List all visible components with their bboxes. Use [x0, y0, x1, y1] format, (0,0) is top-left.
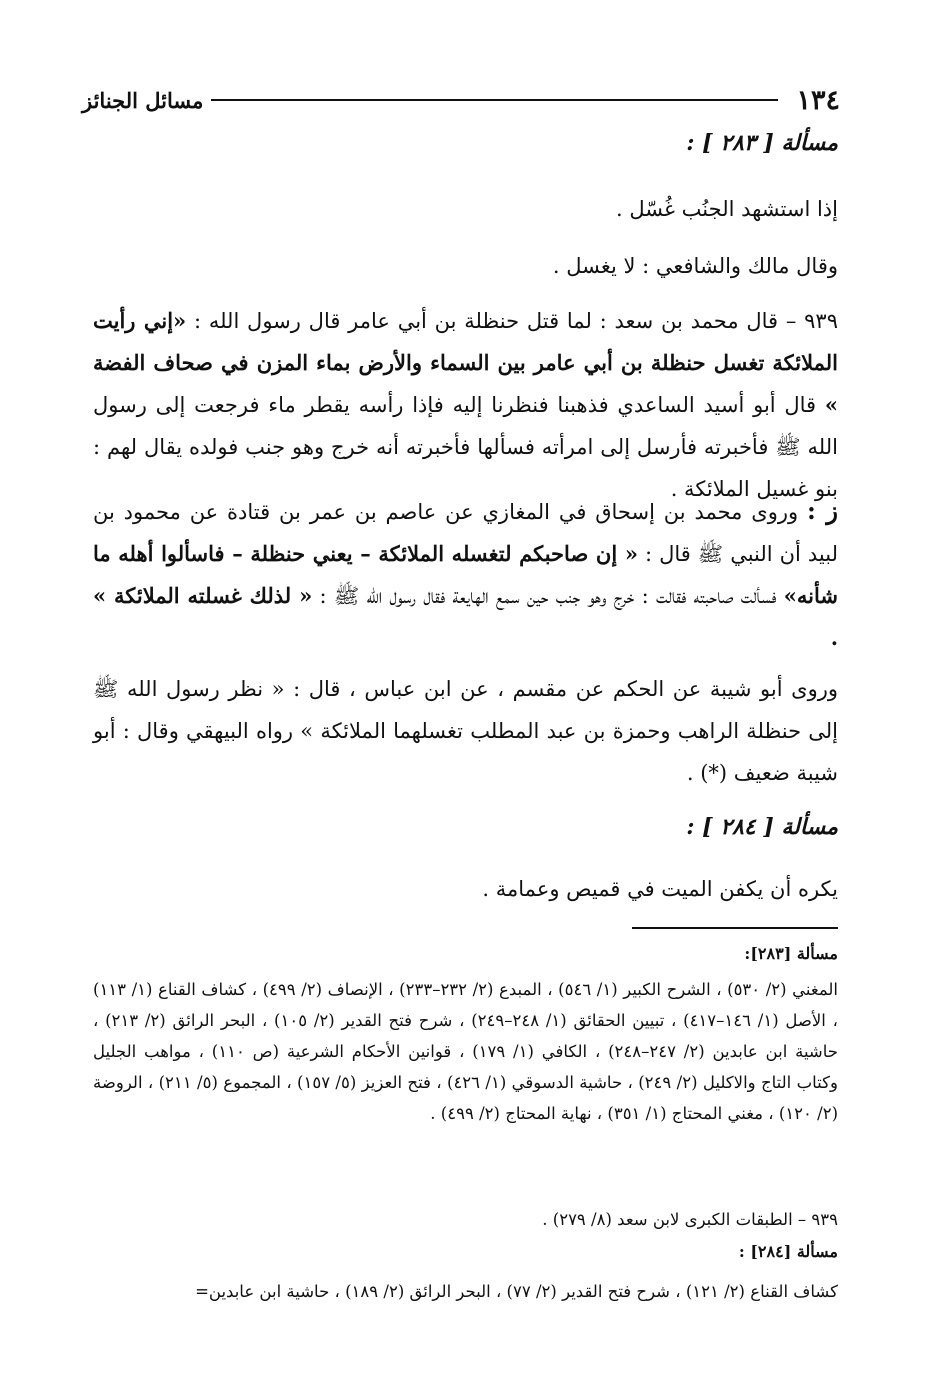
- running-header: [82, 82, 840, 118]
- footnote-separator: [632, 927, 838, 929]
- footnote-283-heading: مسألة [٢٨٣]:: [744, 944, 838, 963]
- issue-283-heading: مسألة [ ٢٨٣ ] :: [686, 130, 838, 156]
- addendum-intro: وروى محمد بن إسحاق في المغازي عن عاصم بن عمر بن قتادة عن محمود بن لبيد أن النبي ﷺ قال :: [93, 500, 838, 566]
- ibn-abi-shayba-paragraph: وروى أبو شيبة عن الحكم عن مقسم ، عن ابن عباس ، قال : « نظر رسول الله ﷺ إلى حنظلة الراهب وحمزة بن عبد المطلب تغسلهما الملائكة » رواه البيهقي وقال : أبو شيبة ضعيف (*) .: [93, 677, 838, 785]
- footnote-284-heading: مسألة [٢٨٤] :: [738, 1242, 838, 1261]
- addendum-quote-2: « لذلك غسلته الملائكة » .: [93, 583, 838, 650]
- issue-283-ruling: إذا استشهد الجنُب غُسّل .: [616, 197, 838, 221]
- footnote-283-text: المغني (٢/ ٥٣٠) ، الشرح الكبير (١/ ٥٤٦) ، المبدع (٢/ ٢٣٢–٢٣٣) ، الإنصاف (٢/ ٤٩٩) ، كشاف القناع (١/ ١١٣) ، الأصل (١/ ١٤٦–٤١٧) ، تبيين الحقائق (١/ ٢٤٨–٢٤٩) ، شرح فتح القدير (٢/ ١٠٥) ، البحر الرائق (٢/ ٢١٣) ، حاشية ابن عابدين (٢/ ٢٤٧–٢٤٨) ، الكافي (١/ ١٧٩) ، قوانين الأحكام الشرعية (ص ١١٠) ، مواهب الجليل وكتاب التاج والاكليل (٢/ ٢٤٩) ، حاشية الدسوقي (١/ ٤٢٦) ، فتح العزيز (٥/ ١٥٧) ، المجموع (٥/ ٢١١) ، الروضة (٢/ ١٢٠) ، مغني المحتاج (١/ ٣٥١) ، نهاية المحتاج (٢/ ٤٩٩) .: [93, 980, 839, 1123]
- addendum-middle: فسألت صاحبته فقالت : خرج وهو جنب حين سمع الهايعة فقال رسول الله ﷺ :: [319, 584, 777, 608]
- page-number: ١٣٤: [796, 84, 840, 116]
- hadith-939-quote: «إني رأيت الملائكة تغسل حنظلة بن أبي عامر بين السماء والأرض بماء المزن في صحاف الفضة »: [93, 308, 838, 417]
- footnote-284-text: كشاف القناع (٢/ ١٢١) ، شرح فتح القدير (٢/ ٧٧) ، البحر الرائق (٢/ ١٨٩) ، حاشية ابن عابدين=: [195, 1282, 838, 1301]
- issue-284-heading: مسألة [ ٢٨٤ ] :: [686, 814, 838, 840]
- header-rule: [211, 99, 778, 101]
- issue-283-opinion: وقال مالك والشافعي : لا يغسل .: [552, 254, 838, 278]
- addendum-marker: ز :: [807, 496, 838, 525]
- hadith-939-continuation: قال أبو أسيد الساعدي فذهبنا فنظرنا إليه فإذا رأسه يقطر ماء فرجعت إلى رسول الله ﷺ فأخبرته فأرسل إلى امرأته فسألها فأخبرته أنه خرج وهو جنب فولده يقال لهم : بنو غسيل الملائكة .: [93, 393, 838, 501]
- running-title: مسائل الجنائز: [82, 87, 204, 113]
- issue-284-ruling: يكره أن يكفن الميت في قميص وعمامة .: [482, 877, 838, 901]
- hadith-939-intro: ٩٣٩ – قال محمد بن سعد : لما قتل حنظلة بن أبي عامر قال رسول الله :: [193, 309, 838, 333]
- hadith-939-paragraph: [93, 300, 838, 510]
- addendum-paragraph: [93, 490, 838, 659]
- addendum-quote-1: « إن صاحبكم لتغسله الملائكة – يعني حنظلة – فاسألوا أهله ما شأنه»: [93, 541, 838, 608]
- footnote-939: ٩٣٩ – الطبقات الكبرى لابن سعد (٨/ ٢٧٩) .: [542, 1210, 838, 1229]
